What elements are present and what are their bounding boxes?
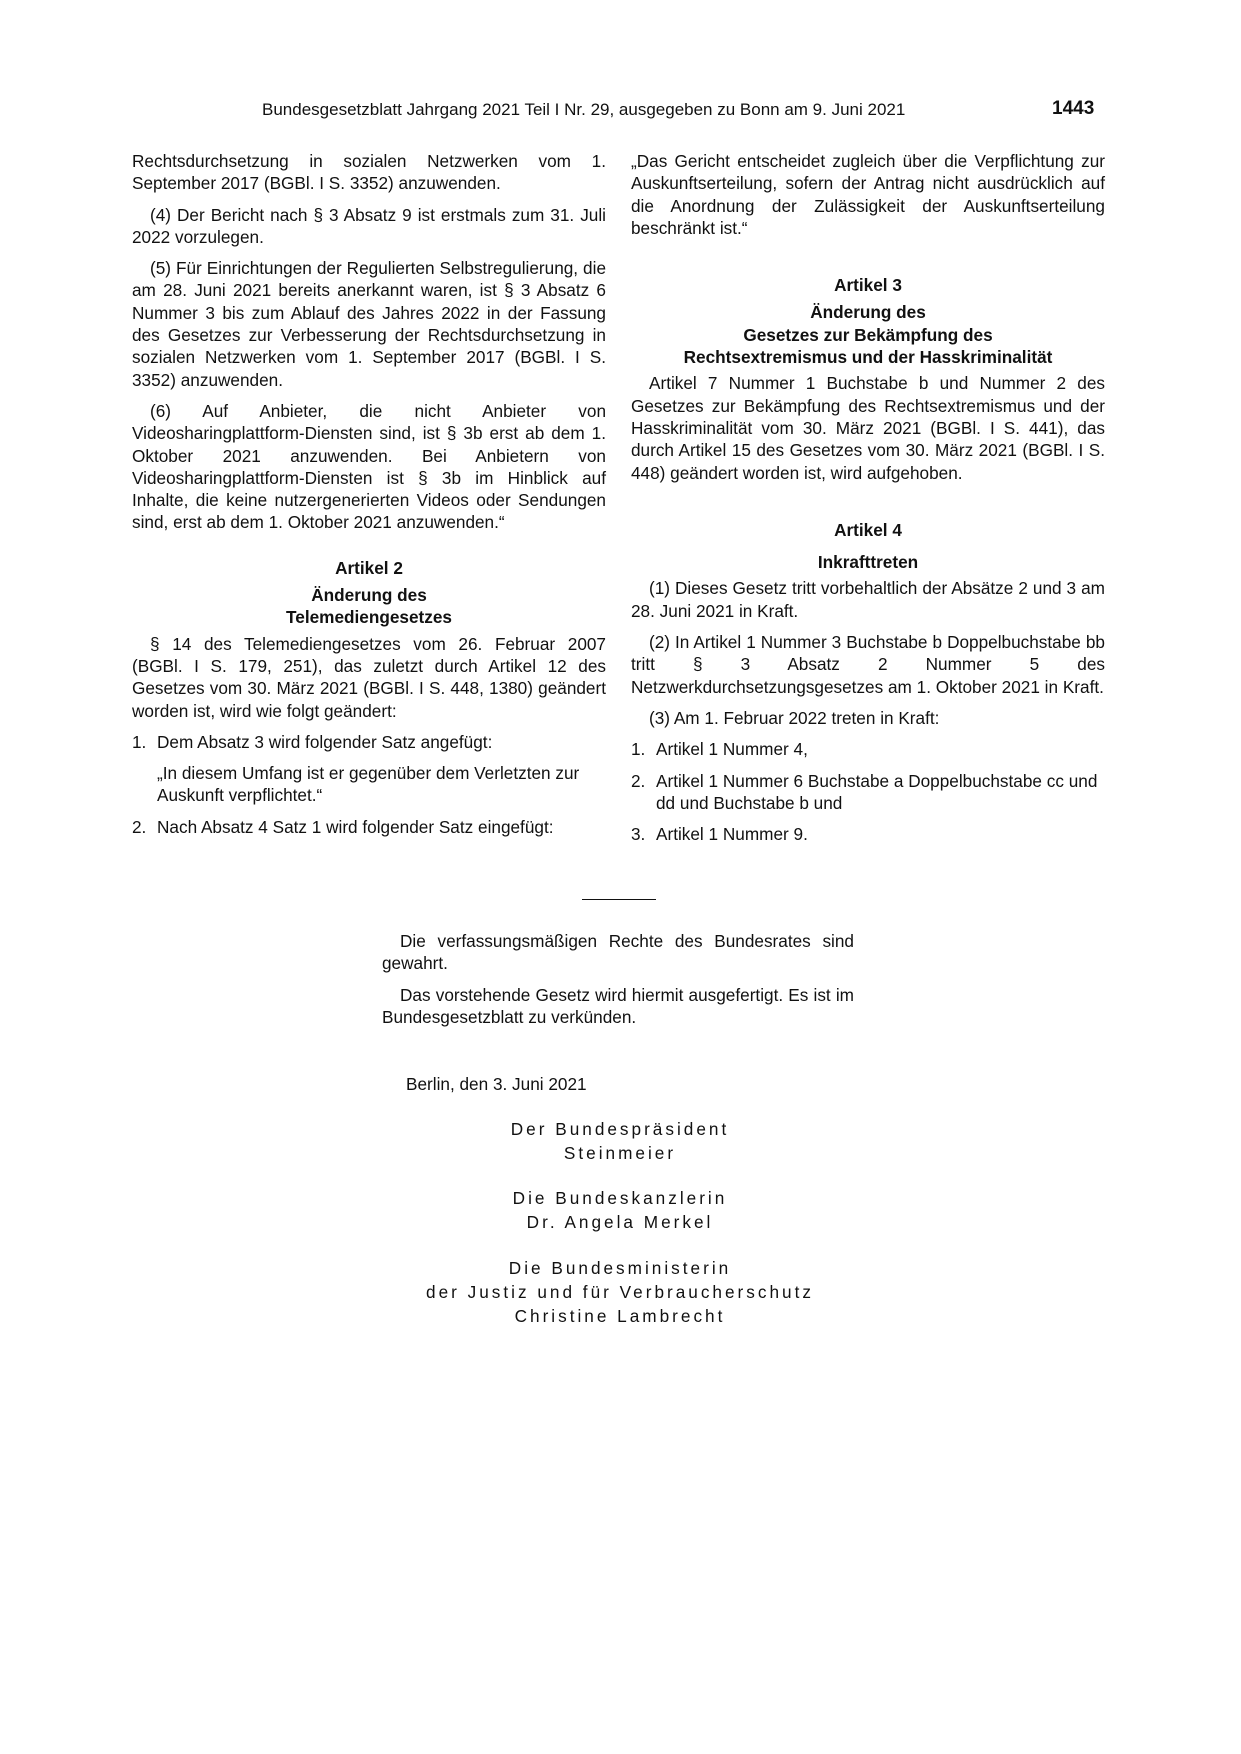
list-item (631, 823, 1105, 845)
promulgation-statement: Das vorstehende Gesetz wird hiermit ausgefertigt. Es ist im Bundesgesetzblatt zu verkünden. (382, 984, 854, 1027)
article-2-title-line-2: Telemediengesetzes (286, 607, 452, 628)
continued-paragraph: Rechtsdurchsetzung in sozialen Netzwerken vom 1. September 2017 (BGBl. I S. 3352) anzuwenden. (132, 151, 606, 194)
minister-name: Christine Lambrecht (514, 1306, 726, 1326)
inserted-sentence-quote: „Das Gericht entscheidet zugleich über die Verpflichtung zur Auskunftserteilung, sofern der Antrag nicht ausdrücklich auf die Anordnung der Zulässigkeit der Auskunftserteilung beschränkt ist.“ (631, 151, 1105, 238)
page-number: 1443 (1052, 98, 1095, 119)
article-4-title: Inkrafttreten (817, 552, 919, 573)
right-column (631, 150, 1105, 854)
list-text: Artikel 1 Nummer 9. (656, 824, 808, 845)
article-2-heading: Artikel 2 (335, 557, 403, 578)
list-number: 1. (132, 731, 147, 752)
paragraph-4: (4) Der Bericht nach § 3 Absatz 9 ist erstmals zum 31. Juli 2022 vorzulegen. (132, 204, 606, 247)
chancellor-name: Dr. Angela Merkel (526, 1212, 714, 1232)
article-4-heading: Artikel 4 (834, 519, 902, 540)
paragraph-5: (5) Für Einrichtungen der Regulierten Selbstregulierung, die am 28. Juni 2021 bereits anerkannt waren, ist § 3 Absatz 6 Nummer 3 bis zum Ablauf des Jahres 2022 in der Fassung des Gesetzes zur Verbesserung der Rechtsdurchsetzung in sozialen Netzwerken vom 1. September 2017 (BGBl. I S. 3352) anzuwenden. (132, 258, 606, 390)
paragraph-6: (6) Auf Anbieter, die nicht Anbieter von Videosharingplattform-Diensten sind, ist § 3b erst ab dem 1. Oktober 2021 anzuwenden. Bei Anbietern von Videosharingplattform-Diensten ist § 3b im Hinblick auf Inhalte, die keine nutzergenerierten Videos oder Sendungen sind, erst ab dem 1. Oktober 2021 anzuwenden.“ (132, 400, 606, 533)
list-number: 1. (631, 739, 646, 760)
article-2-intro: § 14 des Telemediengesetzes vom 26. Februar 2007 (BGBl. I S. 179, 251), das zuletzt durch Artikel 12 des Gesetzes vom 30. März 2021 (BGBl. I S. 448, 1380) geändert worden ist, wird wie folgt geändert: (132, 633, 606, 721)
list-number: 3. (631, 824, 646, 845)
closing-block (382, 930, 854, 1095)
running-header: Bundesgesetzblatt Jahrgang 2021 Teil I Nr. 29, ausgegeben zu Bonn am 9. Juni 2021 (262, 100, 906, 119)
article-2-title-line-1: Änderung des (311, 585, 427, 606)
article-4-paragraph-2: (2) In Artikel 1 Nummer 3 Buchstabe b Doppelbuchstabe bb tritt § 3 Absatz 2 Nummer 5 des Netzwerkdurchsetzungsgesetzes am 1. Oktober 2021 in Kraft. (631, 632, 1105, 697)
minister-title-line-1: Die Bundesministerin (508, 1258, 732, 1278)
president-name: Steinmeier (563, 1143, 677, 1163)
inserted-sentence-quote: „In diesem Umfang ist er gegenüber dem Verletzten zur Auskunft verpflichtet.“ (157, 763, 580, 806)
article-3-heading: Artikel 3 (834, 275, 902, 296)
article-3-text: Artikel 7 Nummer 1 Buchstabe b und Nummer 2 des Gesetzes zur Bekämpfung des Rechtsextremismus und der Hasskriminalität vom 30. März 2021 (BGBl. I S. 441), das durch Artikel 15 des Gesetzes vom 30. März 2021 (BGBl. I S. 448) geändert worden ist, wird aufgehoben. (631, 373, 1105, 483)
article-3-title-line-2: Gesetzes zur Bekämpfung des (743, 324, 993, 345)
minister-title-line-2: der Justiz und für Verbraucherschutz (426, 1282, 814, 1302)
list-number: 2. (631, 770, 646, 791)
list-text: Artikel 1 Nummer 4, (656, 739, 808, 760)
article-3-title-line-1: Änderung des (810, 302, 926, 323)
place-and-date: Berlin, den 3. Juni 2021 (406, 1074, 587, 1095)
president-title: Der Bundespräsident (510, 1119, 730, 1139)
list-text: Nach Absatz 4 Satz 1 wird folgender Satz eingefügt: (157, 816, 554, 837)
list-text: Dem Absatz 3 wird folgender Satz angefügt: (157, 731, 493, 752)
bundesrat-rights-statement: Die verfassungsmäßigen Rechte des Bundesrates sind gewahrt. (382, 931, 854, 974)
list-item (631, 738, 1105, 760)
separator-rule (582, 899, 656, 900)
list-number: 2. (132, 816, 147, 837)
list-item (132, 731, 606, 753)
chancellor-title: Die Bundeskanzlerin (512, 1188, 728, 1208)
list-text: Artikel 1 Nummer 6 Buchstabe a Doppelbuchstabe cc und dd und Buchstabe b und (656, 770, 1098, 813)
list-item (631, 770, 1105, 815)
article-4-paragraph-3: (3) Am 1. Februar 2022 treten in Kraft: (649, 707, 940, 728)
article-4-paragraph-1: (1) Dieses Gesetz tritt vorbehaltlich der Absätze 2 und 3 am 28. Juni 2021 in Kraft. (631, 578, 1105, 621)
list-item (132, 816, 606, 838)
article-3-title-line-3: Rechtsextremismus und der Hasskriminalität (683, 347, 1053, 368)
left-column (132, 150, 606, 847)
